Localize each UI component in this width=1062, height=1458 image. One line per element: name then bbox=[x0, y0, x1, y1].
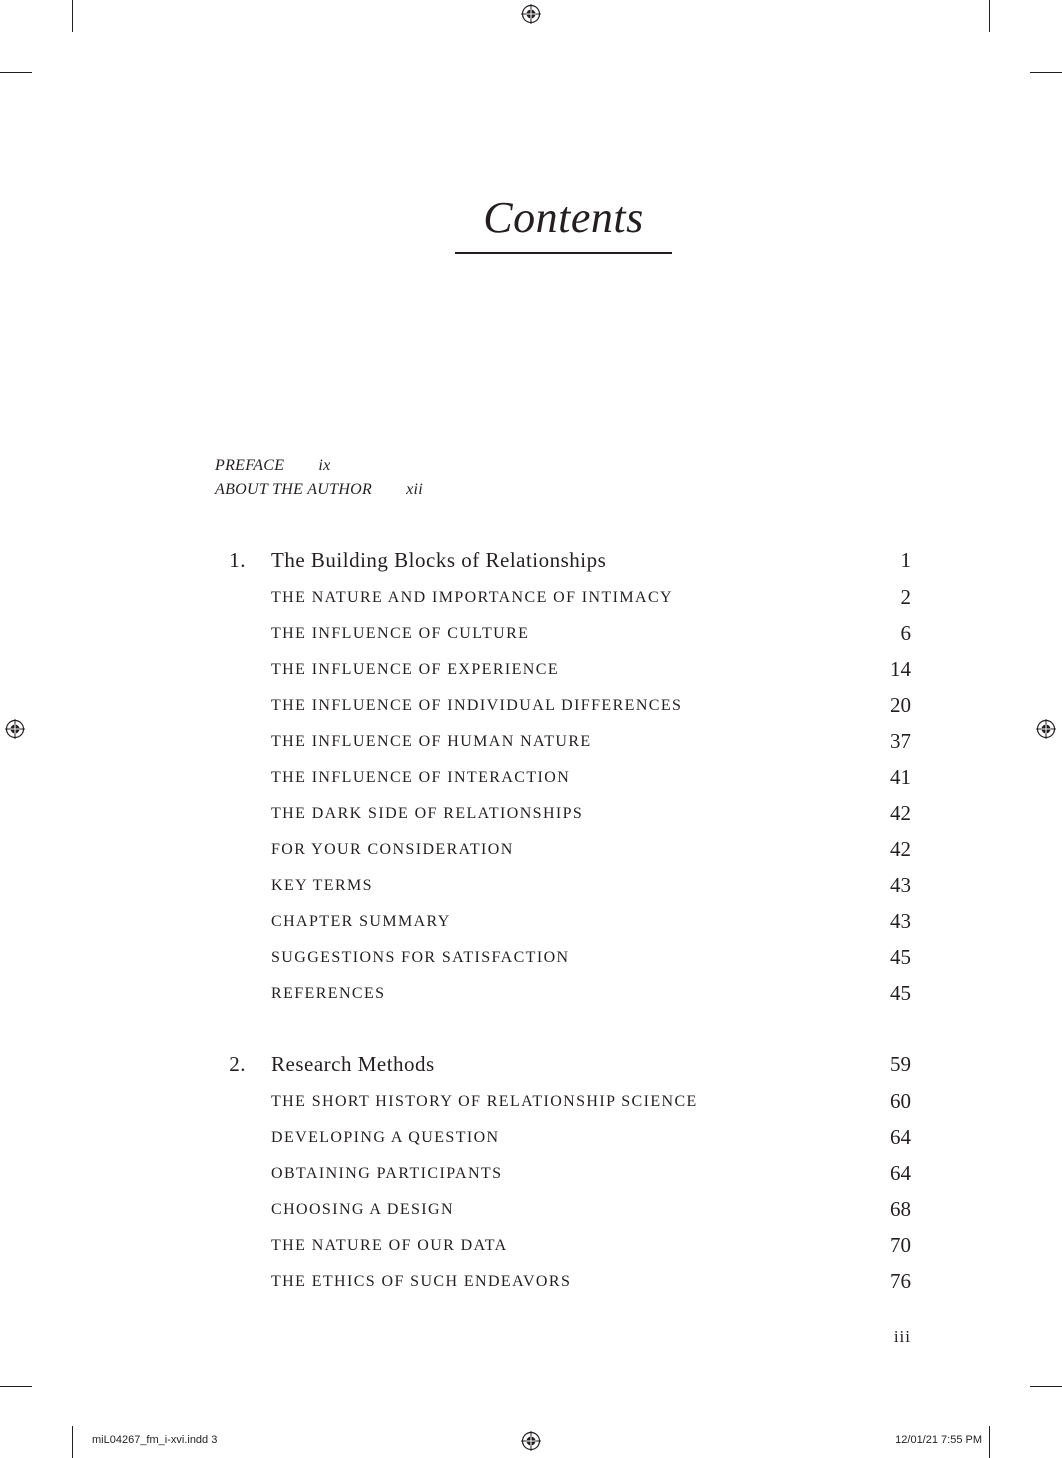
section-page: 76 bbox=[890, 1269, 911, 1293]
front-matter-page: ix bbox=[318, 457, 331, 474]
chapter-number: 1. bbox=[229, 548, 246, 572]
section-page: 43 bbox=[890, 909, 911, 933]
section-page: 42 bbox=[890, 801, 911, 825]
section-title[interactable]: REFERENCES bbox=[271, 985, 386, 1002]
section-page: 42 bbox=[890, 837, 911, 861]
crop-mark-left-top bbox=[0, 72, 32, 73]
front-matter-label: ABOUT THE AUTHOR bbox=[215, 481, 373, 498]
chapter-number: 2. bbox=[229, 1052, 246, 1076]
crop-mark-right-top bbox=[1030, 72, 1062, 73]
section-title[interactable]: THE DARK SIDE OF RELATIONSHIPS bbox=[271, 805, 584, 822]
page-title: Contents bbox=[483, 193, 644, 242]
section-page: 41 bbox=[890, 765, 911, 789]
section-page: 37 bbox=[890, 729, 911, 753]
section-page: 64 bbox=[890, 1161, 911, 1185]
section-title[interactable]: THE INFLUENCE OF INDIVIDUAL DIFFERENCES bbox=[271, 697, 683, 714]
registration-mark-icon bbox=[521, 1431, 541, 1451]
section-title[interactable]: SUGGESTIONS FOR SATISFACTION bbox=[271, 949, 570, 966]
section-page: 45 bbox=[890, 981, 911, 1005]
section-title[interactable]: THE SHORT HISTORY OF RELATIONSHIP SCIENCE bbox=[271, 1093, 698, 1110]
crop-mark-bottom-right bbox=[989, 1426, 990, 1458]
section-title[interactable]: CHAPTER SUMMARY bbox=[271, 913, 451, 930]
section-title[interactable]: OBTAINING PARTICIPANTS bbox=[271, 1165, 503, 1182]
registration-mark-icon bbox=[521, 4, 541, 24]
section-title[interactable]: FOR YOUR CONSIDERATION bbox=[271, 841, 514, 858]
front-matter-entry[interactable] bbox=[215, 457, 331, 475]
page-folio: iii bbox=[893, 1327, 911, 1346]
chapter-title[interactable]: The Building Blocks of Relationships bbox=[271, 548, 607, 572]
section-page: 6 bbox=[900, 621, 911, 645]
section-page: 14 bbox=[890, 657, 911, 681]
registration-mark-icon bbox=[1036, 719, 1056, 739]
front-matter-entry[interactable] bbox=[215, 481, 423, 499]
section-title[interactable]: CHOOSING A DESIGN bbox=[271, 1201, 454, 1218]
crop-mark-top-right bbox=[989, 0, 990, 32]
crop-mark-right-bottom bbox=[1030, 1386, 1062, 1387]
section-title[interactable]: THE INFLUENCE OF EXPERIENCE bbox=[271, 661, 560, 678]
section-page: 68 bbox=[890, 1197, 911, 1221]
crop-mark-top-left bbox=[72, 0, 73, 32]
section-title[interactable]: THE NATURE AND IMPORTANCE OF INTIMACY bbox=[271, 589, 674, 606]
section-page: 70 bbox=[890, 1233, 911, 1257]
section-title[interactable]: THE ETHICS OF SUCH ENDEAVORS bbox=[271, 1273, 572, 1290]
chapter-title[interactable]: Research Methods bbox=[271, 1052, 435, 1076]
section-page: 20 bbox=[890, 693, 911, 717]
section-title[interactable]: THE NATURE OF OUR DATA bbox=[271, 1237, 508, 1254]
chapter-page: 59 bbox=[890, 1052, 911, 1076]
section-title[interactable]: THE INFLUENCE OF INTERACTION bbox=[271, 769, 571, 786]
section-title[interactable]: KEY TERMS bbox=[271, 877, 373, 894]
slug-filename: miL04267_fm_i-xvi.indd 3 bbox=[92, 1434, 218, 1446]
front-matter-page: xii bbox=[406, 481, 424, 498]
section-page: 60 bbox=[890, 1089, 911, 1113]
section-title[interactable]: THE INFLUENCE OF CULTURE bbox=[271, 625, 530, 642]
crop-mark-left-bottom bbox=[0, 1386, 32, 1387]
registration-mark-icon bbox=[5, 719, 25, 739]
section-title[interactable]: THE INFLUENCE OF HUMAN NATURE bbox=[271, 733, 592, 750]
crop-mark-bottom-left bbox=[72, 1426, 73, 1458]
front-matter-label: PREFACE bbox=[215, 457, 285, 474]
section-title[interactable]: DEVELOPING A QUESTION bbox=[271, 1129, 500, 1146]
chapter-page: 1 bbox=[900, 548, 911, 572]
section-page: 2 bbox=[900, 585, 911, 609]
section-page: 43 bbox=[890, 873, 911, 897]
title-underline bbox=[455, 252, 672, 254]
section-page: 64 bbox=[890, 1125, 911, 1149]
section-page: 45 bbox=[890, 945, 911, 969]
slug-timestamp: 12/01/21 7:55 PM bbox=[895, 1434, 982, 1446]
